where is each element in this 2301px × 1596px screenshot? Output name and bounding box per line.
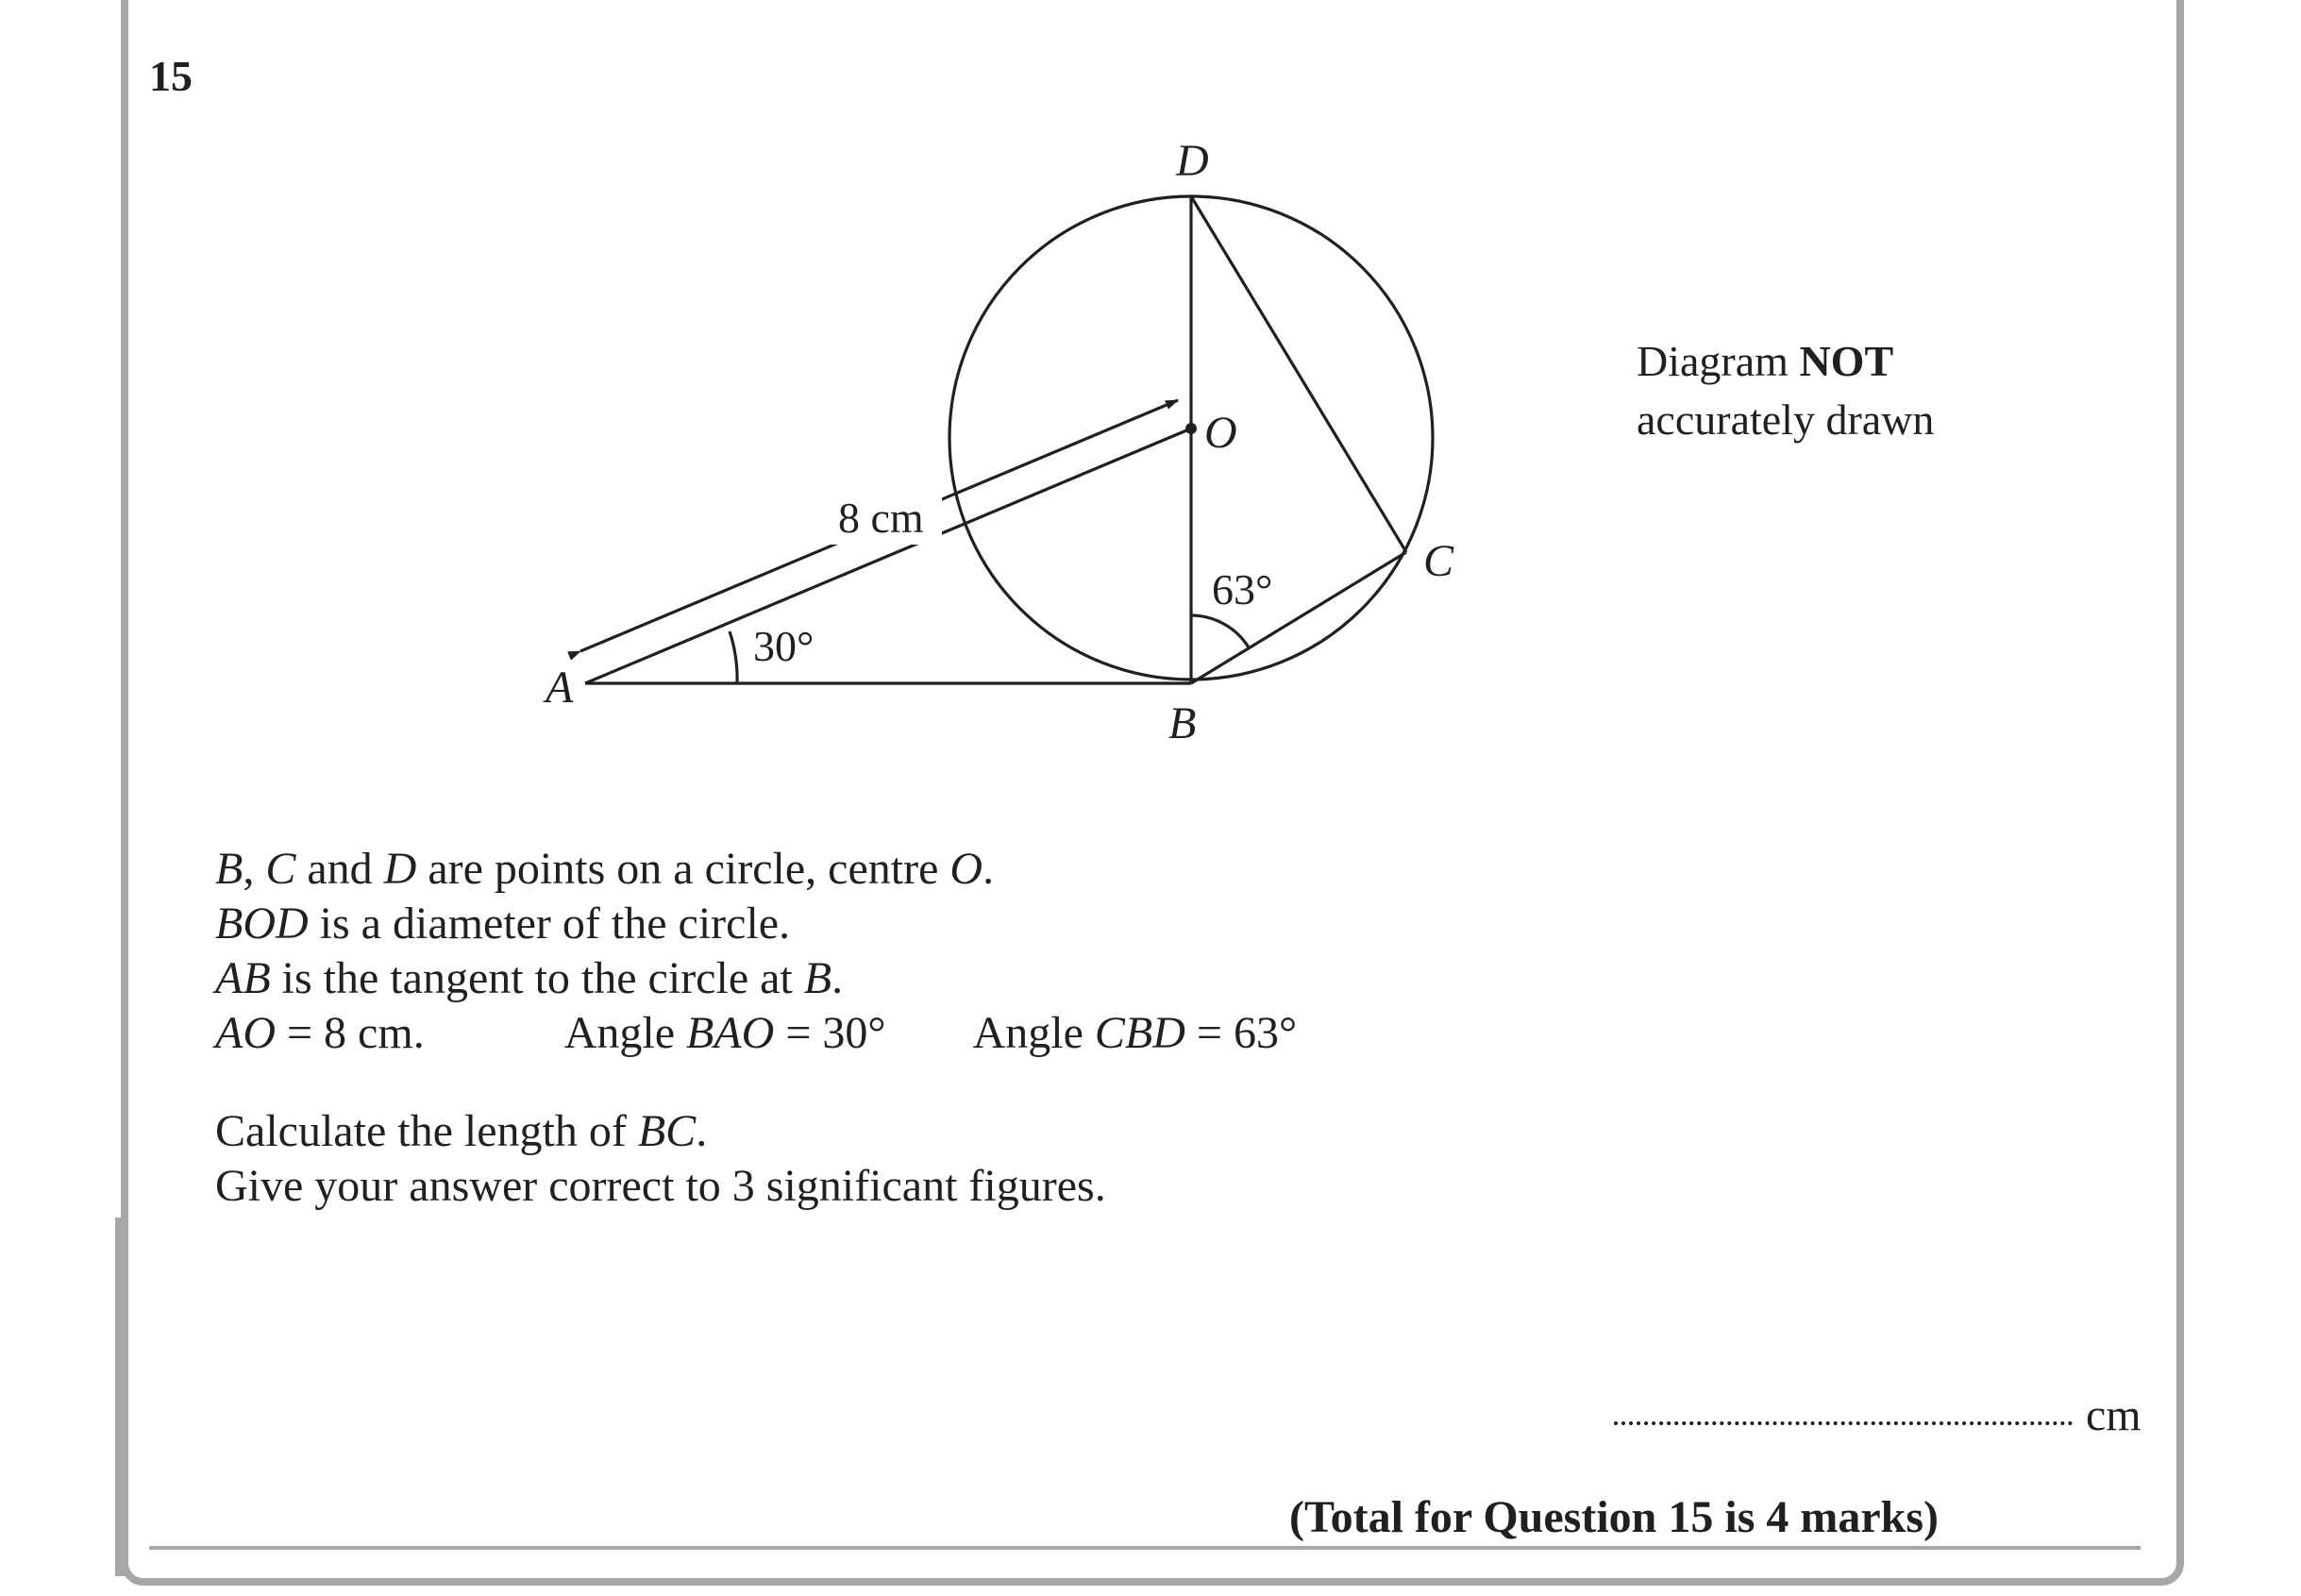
note-text: Diagram <box>1637 337 1800 385</box>
angle-label-a: 30° <box>753 622 815 670</box>
question-number: 15 <box>149 52 193 100</box>
text: Angle <box>972 1008 1095 1058</box>
chord-dc <box>1191 196 1406 552</box>
note-bold: NOT <box>1799 337 1894 385</box>
var: B <box>803 953 832 1003</box>
task-instructions <box>215 1104 1106 1214</box>
text: , <box>243 844 266 894</box>
segment-ao <box>585 428 1191 683</box>
var: CBD <box>1094 1008 1185 1058</box>
total-marks: (Total for Question 15 is 4 marks) <box>1289 1492 1940 1542</box>
angle-arc-a <box>730 631 737 683</box>
note-text-2: accurately drawn <box>1637 395 1935 444</box>
info-line-4 <box>215 1006 1297 1061</box>
answer-line[interactable] <box>1614 1421 2073 1425</box>
task-line-1 <box>215 1104 1106 1159</box>
point-label-a: A <box>546 663 574 713</box>
text: . <box>983 844 995 894</box>
text: . <box>696 1106 708 1156</box>
question-info <box>215 842 1297 1061</box>
var: O <box>949 844 983 894</box>
text: is the tangent to the circle at <box>270 953 804 1003</box>
task-line-2: Give your answer correct to 3 significant figures. <box>215 1161 1106 1211</box>
var: B <box>215 844 244 894</box>
diagram-note <box>1637 332 1934 449</box>
text: are points on a circle, centre <box>416 844 950 894</box>
var: BAO <box>686 1008 775 1058</box>
bottom-divider <box>149 1546 2141 1550</box>
angle-arc-b <box>1191 615 1249 647</box>
answer-unit: cm <box>2086 1390 2141 1440</box>
info-line-3 <box>215 951 1297 1006</box>
point-label-c: C <box>1423 536 1454 586</box>
text: Angle <box>563 1008 687 1058</box>
centre-point <box>1185 423 1197 434</box>
info-line-1 <box>215 842 1297 897</box>
text: . <box>831 953 844 1003</box>
text: and <box>295 844 384 894</box>
text: is a diameter of the circle. <box>308 899 791 949</box>
text: = 8 cm. <box>275 1008 425 1058</box>
text: = 30° <box>774 1008 886 1058</box>
text: Calculate the length of <box>215 1106 638 1156</box>
var: C <box>265 844 296 894</box>
point-label-o: O <box>1204 408 1237 458</box>
text: = 63° <box>1184 1008 1298 1058</box>
point-label-b: B <box>1168 698 1197 748</box>
var: AO <box>215 1008 276 1058</box>
length-label: 8 cm <box>838 494 924 542</box>
point-label-d: D <box>1176 136 1209 186</box>
var: BC <box>637 1106 697 1156</box>
var: AB <box>215 953 271 1003</box>
var: D <box>383 844 417 894</box>
info-line-2 <box>215 897 1297 951</box>
var: BOD <box>215 899 309 949</box>
angle-label-b: 63° <box>1212 565 1273 613</box>
